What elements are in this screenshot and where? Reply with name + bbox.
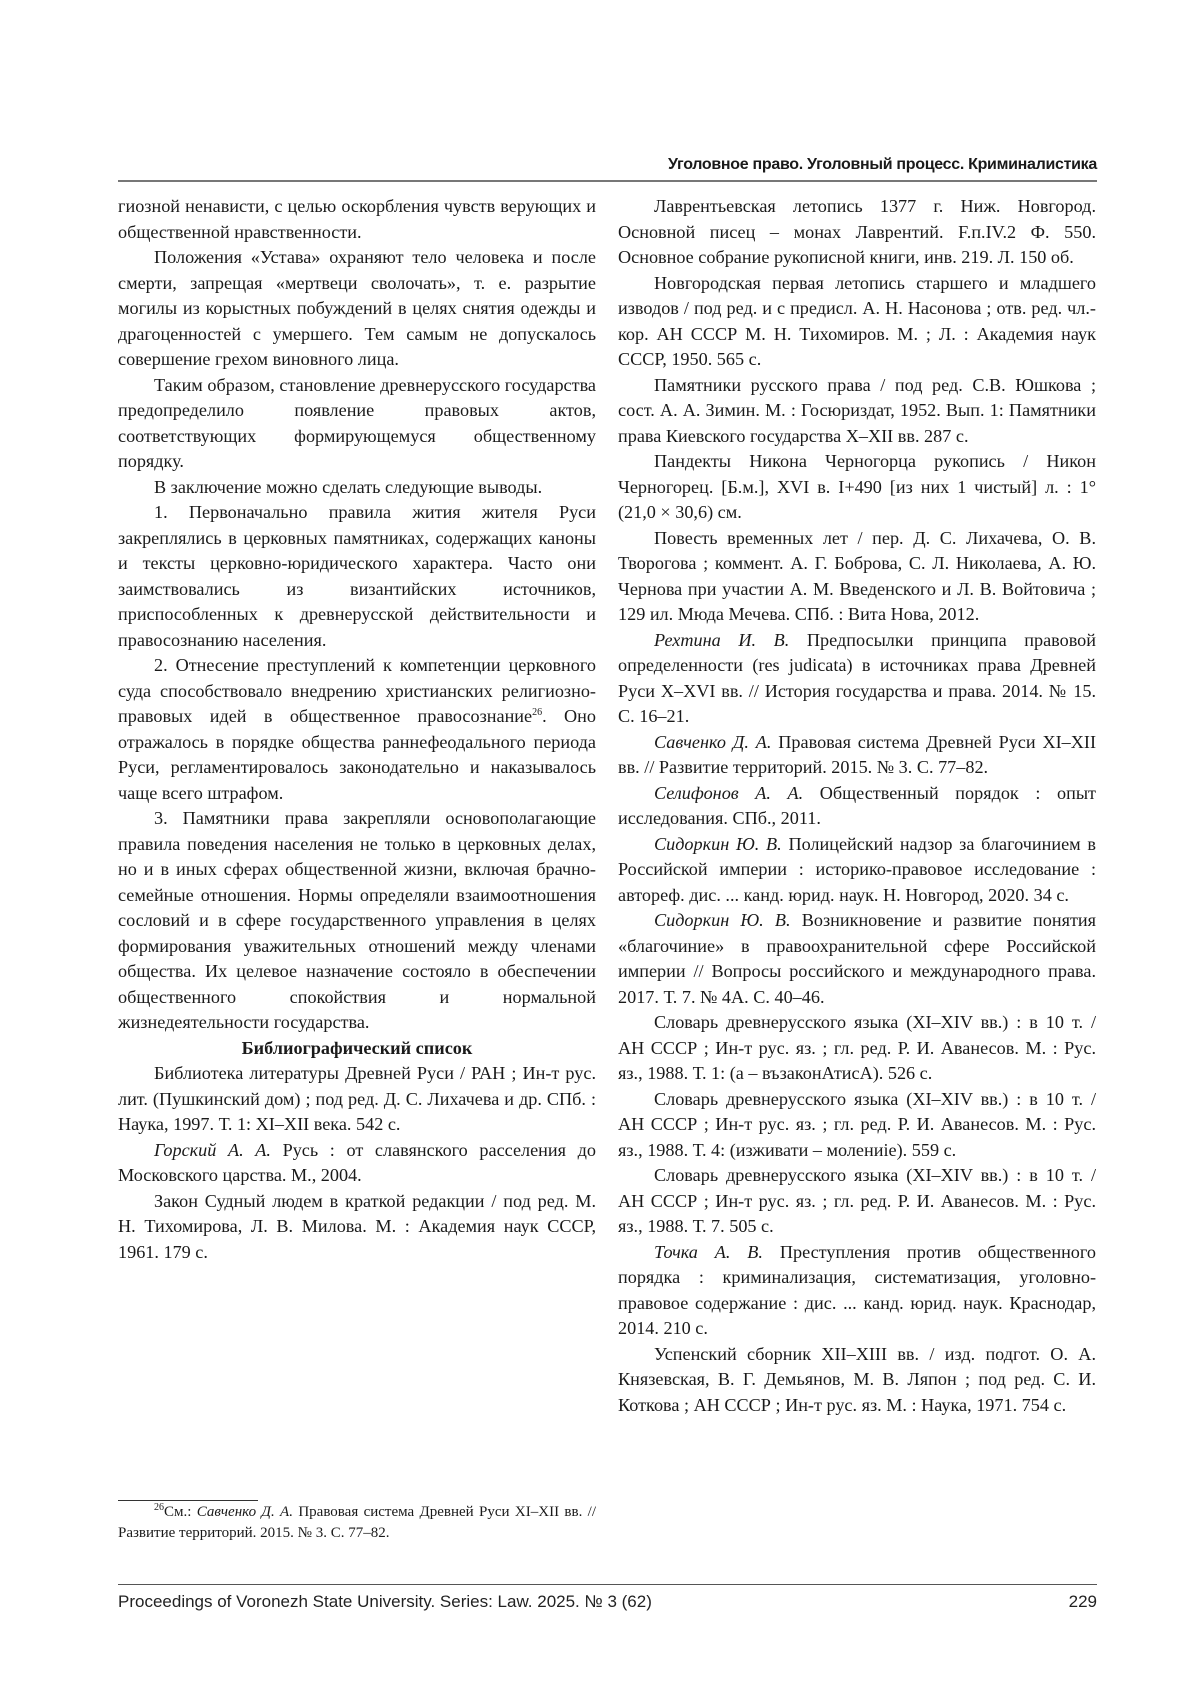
bibliography-entry — [618, 194, 1096, 271]
entry-text: Преступления против общественного порядка : криминализация, систематизация, уголовно-правовое содержание : дис. ... канд. юрид. наук. Краснодар, 2014. 210 с. — [618, 1242, 1096, 1339]
entry-text: Словарь древнерусского языка (XI–XIV вв.) : в 10 т. / АН СССР ; Ин-т рус. яз. ; гл. ред. Р. И. Аванесов. М. : Рус. яз., 1988. Т. 4: (изживати – молениie). 559 с. — [618, 1089, 1096, 1160]
footnote-ref[interactable]: 26 — [532, 707, 542, 718]
page-footer — [118, 1592, 1097, 1612]
footer-rule — [118, 1584, 1097, 1585]
journal-name: Proceedings of Voronezh State University. Series: Law. 2025. № 3 (62) — [118, 1592, 652, 1612]
entry-text: Правовая система Древней Руси XI–XII вв. // Развитие территорий. 2015. № 3. С. 77–82. — [618, 732, 1096, 778]
entry-text: Успенский сборник XII–XIII вв. / изд. подгот. О. А. Князевская, В. Г. Демьянов, М. В. Ляпон ; под ред. С. И. Коткова ; АН СССР ; Ин-т рус. яз. М. : Наука, 1971. 754 с. — [618, 1344, 1096, 1415]
bibliography-entry — [618, 730, 1096, 781]
bibliography-entry — [618, 781, 1096, 832]
bibliography-entry — [618, 1240, 1096, 1342]
paragraph: Положения «Устава» охраняют тело человека и после смерти, запрещая «мертвеци сволочать», т. е. разрытие могилы из корыстных побуждений в целях снятия одежды и драгоценностей с умершего. Тем самым не допускалось совершение грехом виновного лица. — [118, 245, 596, 373]
entry-author: Горский А. А. — [154, 1140, 271, 1160]
entry-text: Словарь древнерусского языка (XI–XIV вв.) : в 10 т. / АН СССР ; Ин-т рус. яз. ; гл. ред. Р. И. Аванесов. М. : Рус. яз., 1988. Т. 7. 505 с. — [618, 1165, 1096, 1236]
conclusion-3: 3. Памятники права закрепляли основополагающие правила поведения населения не только в церковных делах, но и в иных сферах общественной жизни, включая брачно-семейные отношения. Нормы определяли взаимоотношения сословий и в сфере государственного управления в целях формирования уважительных отношений между членами общества. Их целевое назначение состояло в обеспечении общественного спокойствия и нормальной жизнедеятельности государства. — [118, 806, 596, 1036]
footnote — [118, 1502, 596, 1544]
entry-text: Возникновение и развитие понятия «благочиние» в правоохранительной сфере Российской империи // Вопросы российского и международного права. 2017. Т. 7. № 4А. С. 40–46. — [618, 910, 1096, 1007]
entry-text: Общественный порядок : опыт исследования. СПб., 2011. — [618, 783, 1096, 829]
conclusion-1: 1. Первоначально правила жития жителя Руси закреплялись в церковных памятниках, содержащих каноны и тексты церковно-юридического характера. Часто они заимствовались из византийских источников, приспособленных к древнерусской действительности и правосознанию населения. — [118, 500, 596, 653]
running-header: Уголовное право. Уголовный процесс. Криминалистика — [118, 156, 1097, 174]
bibliography-entry — [118, 1138, 596, 1189]
paragraph: В заключение можно сделать следующие выводы. — [118, 475, 596, 501]
bibliography-entry — [618, 1087, 1096, 1164]
entry-text: Пандекты Никона Черногорца рукопись / Никон Черногорец. [Б.м.], XVI в. I+490 [из них 1 чистый] л. : 1°(21,0 × 30,6) см. — [618, 451, 1096, 522]
bibliography-entry — [618, 1342, 1096, 1419]
bibliography-entry — [618, 908, 1096, 1010]
text: . Оно отражалось в порядке общества раннефеодального периода Руси, регламентировалось законодательно и наказывалось чаще всего штрафом. — [118, 706, 596, 803]
entry-author: Савченко Д. А. — [654, 732, 771, 752]
entry-text: Лаврентьевская летопись 1377 г. Ниж. Новгород. Основной писец – монах Лаврентий. F.п.IV.2 Ф. 550. Основное собрание рукописной книги, инв. 219. Л. 150 об. — [618, 196, 1096, 267]
text: 2. Отнесение преступлений к компетенции церковного суда способствовало внедрению христианских религиозно-правовых идей в общественное правосознание — [118, 655, 596, 726]
bibliography-list-right — [618, 194, 1096, 1418]
entry-author: Селифонов А. А. — [654, 783, 803, 803]
bibliography-entry — [618, 832, 1096, 909]
entry-text: Библиотека литературы Древней Руси / РАН ; Ин-т рус. лит. (Пушкинский дом) ; под ред. Д. С. Лихачева и др. СПб. : Наука, 1997. Т. 1: XI–XII века. 542 с. — [118, 1063, 596, 1134]
text: Правовая система Древней Руси XI–XII вв. // Развитие территорий. 2015. № 3. С. 77–82. — [118, 1504, 596, 1541]
paragraph: гиозной ненависти, с целью оскорбления чувств верующих и общественной нравственности. — [118, 194, 596, 245]
footnote-rule — [118, 1500, 258, 1501]
paragraph: Таким образом, становление древнерусского государства предопределило появление правовых актов, соответствующих формирующемуся общественному порядку. — [118, 373, 596, 475]
bibliography-entry — [618, 628, 1096, 730]
footnote-number: 26 — [154, 1502, 164, 1513]
header-rule — [118, 180, 1097, 182]
entry-author: Сидоркин Ю. В. — [654, 834, 782, 854]
entry-author: Рехтина И. В. — [654, 630, 789, 650]
bibliography-entry — [618, 373, 1096, 450]
conclusion-2 — [118, 653, 596, 806]
bibliography-entry — [118, 1061, 596, 1138]
entry-text: Новгородская первая летопись старшего и младшего изводов / под ред. и с предисл. А. Н. Насонова ; отв. ред. чл.-кор. АН СССР М. Н. Тихомиров. М. ; Л. : Академия наук СССР, 1950. 565 с. — [618, 273, 1096, 370]
bibliography-entry — [618, 526, 1096, 628]
bibliography-entry — [618, 271, 1096, 373]
entry-text: Полицейский надзор за благочинием в Российской империи : историко-правовое исследование : автореф. дис. ... канд. юрид. наук. Н. Новгород, 2020. 34 с. — [618, 834, 1096, 905]
entry-author: Точка А. В. — [654, 1242, 763, 1262]
page-number: 229 — [1069, 1592, 1097, 1612]
entry-text: Предпосылки принципа правовой определенности (res judicata) в источниках права Древней Руси X–XVI вв. // История государства и права. 2014. № 15. С. 16–21. — [618, 630, 1096, 727]
entry-text: Памятники русского права / под ред. С.В. Юшкова ; сост. А. А. Зимин. М. : Госюриздат, 1952. Вып. 1: Памятники права Киевского государства X–XII вв. 287 с. — [618, 375, 1096, 446]
entry-text: Закон Судный людем в краткой редакции / под ред. М. Н. Тихомирова, Л. В. Милова. М. : Академия наук СССР, 1961. 179 с. — [118, 1191, 596, 1262]
right-column — [618, 194, 1096, 1418]
entry-text: Русь : от славянского расселения до Московского царства. М., 2004. — [118, 1140, 596, 1186]
left-column — [118, 194, 596, 1265]
bibliography-entry — [618, 449, 1096, 526]
entry-author: Сидоркин Ю. В. — [654, 910, 791, 930]
entry-text: Словарь древнерусского языка (XI–XIV вв.) : в 10 т. / АН СССР ; Ин-т рус. яз. ; гл. ред. Р. И. Аванесов. М. : Рус. яз., 1988. Т. 1: (а – възаконАтисА). 526 с. — [618, 1012, 1096, 1083]
entry-text: Повесть временных лет / пер. Д. С. Лихачева, О. В. Творогова ; коммент. А. Г. Боброва, С. Л. Николаева, А. Ю. Чернова при участии А. М. Введенского и Л. В. Войтовича ; 129 ил. Мюда Мечева. СПб. : Вита Нова, 2012. — [618, 528, 1096, 625]
text: См.: — [164, 1504, 197, 1520]
bibliography-entry — [618, 1163, 1096, 1240]
bibliography-entry — [118, 1189, 596, 1266]
bibliography-title: Библиографический список — [118, 1036, 596, 1062]
bibliography-list-left — [118, 1061, 596, 1265]
bibliography-entry — [618, 1010, 1096, 1087]
footnote-author: Савченко Д. А. — [197, 1504, 293, 1520]
